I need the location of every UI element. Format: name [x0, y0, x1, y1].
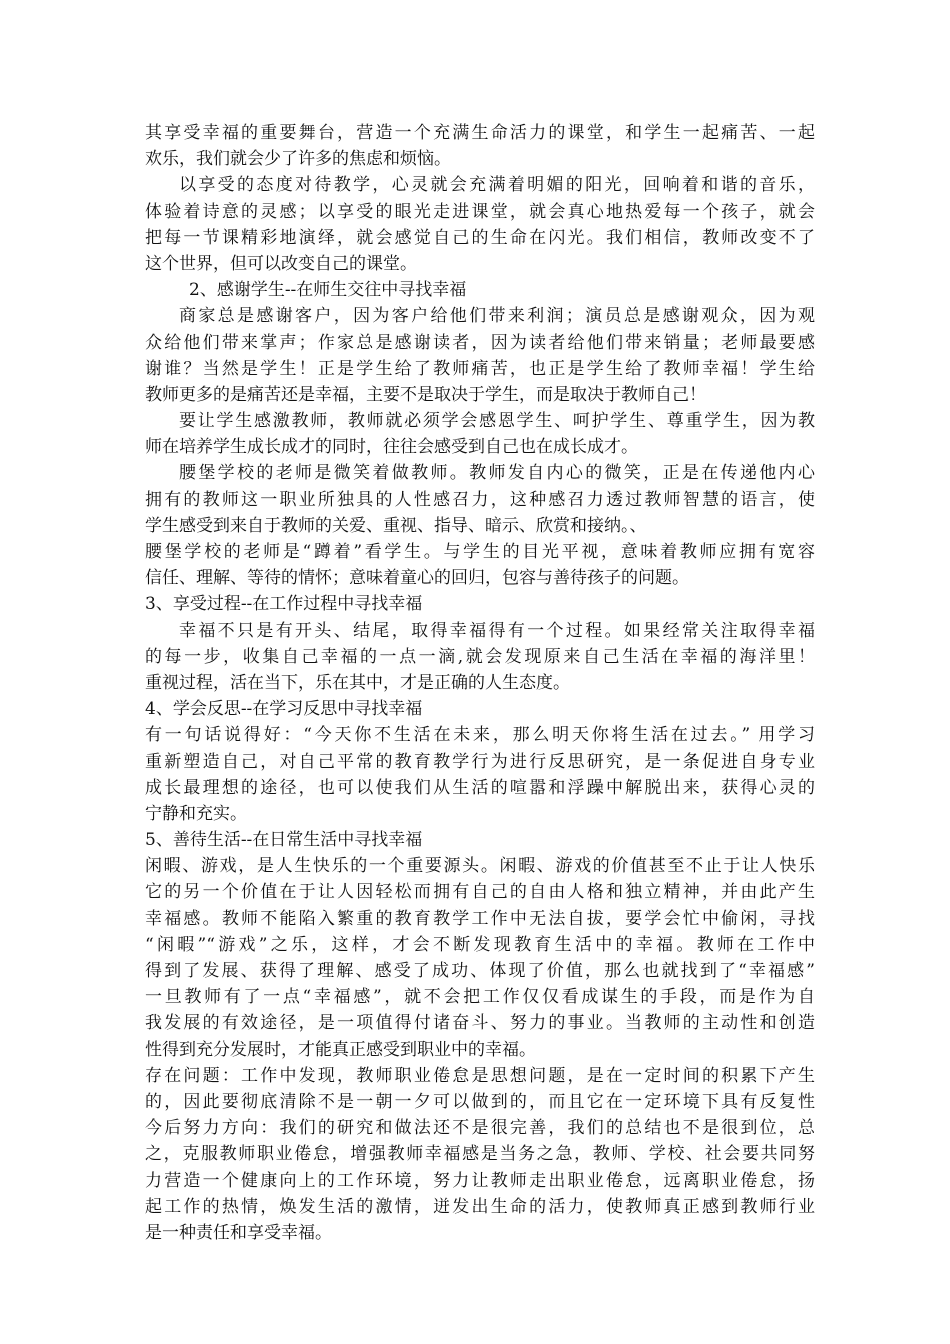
text-line: 体验着诗意的灵感；以享受的眼光走进课堂，就会真心地热爱每一个孩子，就会 [145, 201, 815, 222]
text-line: 之，克服教师职业倦怠，增强教师幸福感是当务之急，教师、学校、社会要共同努 [145, 1144, 815, 1165]
document-body [145, 120, 815, 1246]
text-line: 幸福不只是有开头、结尾，取得幸福得有一个过程。如果经常关注取得幸福 [179, 620, 815, 641]
text-line: 起工作的热情，焕发生活的激情，迸发出生命的活力，使教师真正感到教师行业 [145, 1196, 815, 1217]
text-line: 重新塑造自己，对自己平常的教育教学行为进行反思研究，是一条促进自身专业 [145, 751, 815, 772]
text-line: 腰堡学校的老师是微笑着做教师。教师发自内心的微笑，正是在传递他内心 [179, 463, 815, 484]
text-line: 幸福感。教师不能陷入繁重的教育教学工作中无法自拔，要学会忙中偷闲，寻找 [145, 908, 815, 929]
text-line: 把每一节课精彩地演绎，就会感觉自己的生命在闪光。我们相信，教师改变不了 [145, 227, 815, 248]
text-line: 有一句话说得好：“今天你不生活在未来，那么明天你将生活在过去。” 用学习 [145, 725, 815, 746]
text-line: 师在培养学生成长成才的同时，往往会感受到自己也在成长成才。 [145, 437, 638, 458]
text-line: 教师更多的是痛苦还是幸福，主要不是取决于学生，而是取决于教师自己！ [145, 384, 706, 405]
text-line: 性得到充分发展时，才能真正感受到职业中的幸福。 [145, 1039, 536, 1060]
text-line: 拥有的教师这一职业所独具的人性感召力，这种感召力透过教师智慧的语言，使 [145, 489, 815, 510]
text-line: 这个世界，但可以改变自己的课堂。 [145, 253, 417, 274]
text-line: 存在问题：工作中发现，教师职业倦怠是思想问题，是在一定时间的积累下产生 [145, 1065, 815, 1086]
text-line: 信任、理解、等待的情怀；意味着童心的回归，包容与善待孩子的问题。 [145, 568, 689, 589]
text-line: “闲暇”“游戏”之乐，这样，才会不断发现教育生活中的幸福。教师在工作中 [145, 934, 815, 955]
text-line: 一旦教师有了一点“幸福感”，就不会把工作仅仅看成谋生的手段，而是作为自 [145, 987, 815, 1008]
text-line: 要让学生感激教师，教师就必须学会感恩学生、呵护学生、尊重学生，因为教 [179, 411, 815, 432]
text-line: 是一种责任和享受幸福。 [145, 1222, 332, 1243]
text-line: 成长最理想的途径，也可以使我们从生活的喧嚣和浮躁中解脱出来，获得心灵的 [145, 777, 815, 798]
text-line: 的，因此要彻底清除不是一朝一夕可以做到的，而且它在一定环境下具有反复性 [145, 1091, 815, 1112]
text-line: 谢谁？当然是学生！正是学生给了教师痛苦，也正是学生给了教师幸福！学生给 [145, 358, 815, 379]
text-line: 我发展的有效途径，是一项值得付诸奋斗、努力的事业。当教师的主动性和创造 [145, 1013, 815, 1034]
text-line: 众给他们带来掌声；作家总是感谢读者，因为读者给他们带来销量；老师最要感 [145, 332, 815, 353]
text-line: 闲暇、游戏，是人生快乐的一个重要源头。闲暇、游戏的价值甚至不止于让人快乐 [145, 856, 815, 877]
text-line: 学生感受到来自于教师的关爱、重视、指导、暗示、欣赏和接纳。、 [145, 515, 647, 536]
text-line: 其享受幸福的重要舞台，营造一个充满生命活力的课堂，和学生一起痛苦、一起 [145, 123, 815, 143]
text-line: 5、善待生活--在日常生活中寻找幸福 [145, 830, 423, 851]
text-line: 3、享受过程--在工作过程中寻找幸福 [145, 594, 423, 615]
text-line: 以享受的态度对待教学，心灵就会充满着明媚的阳光，回响着和谐的音乐， [179, 175, 815, 196]
text-line: 今后努力方向：我们的研究和做法还不是很完善，我们的总结也不是很到位，总 [145, 1118, 815, 1139]
text-line: 力营造一个健康向上的工作环境，努力让教师走出职业倦怠，远离职业倦怠，扬 [145, 1170, 815, 1191]
text-line: 的每一步，收集自己幸福的一点一滴,就会发现原来自己生活在幸福的海洋里！ [145, 646, 815, 667]
text-line: 腰堡学校的老师是“蹲着”看学生。与学生的目光平视，意味着教师应拥有宽容 [145, 542, 815, 562]
text-line: 2、感谢学生--在师生交往中寻找幸福 [189, 280, 467, 301]
text-line: 得到了发展、获得了理解、感受了成功、体现了价值，那么也就找到了“幸福感” [145, 961, 815, 981]
text-line: 重视过程，活在当下，乐在其中，才是正确的人生态度。 [145, 672, 570, 693]
text-line: 它的另一个价值在于让人因轻松而拥有自己的自由人格和独立精神，并由此产生 [145, 882, 815, 903]
text-line: 欢乐，我们就会少了许多的焦虑和烦恼。 [145, 149, 451, 170]
text-line: 宁静和充实。 [145, 803, 247, 824]
text-line: 商家总是感谢客户，因为客户给他们带来利润；演员总是感谢观众，因为观 [179, 306, 815, 327]
text-line: 4、学会反思--在学习反思中寻找幸福 [145, 699, 423, 720]
